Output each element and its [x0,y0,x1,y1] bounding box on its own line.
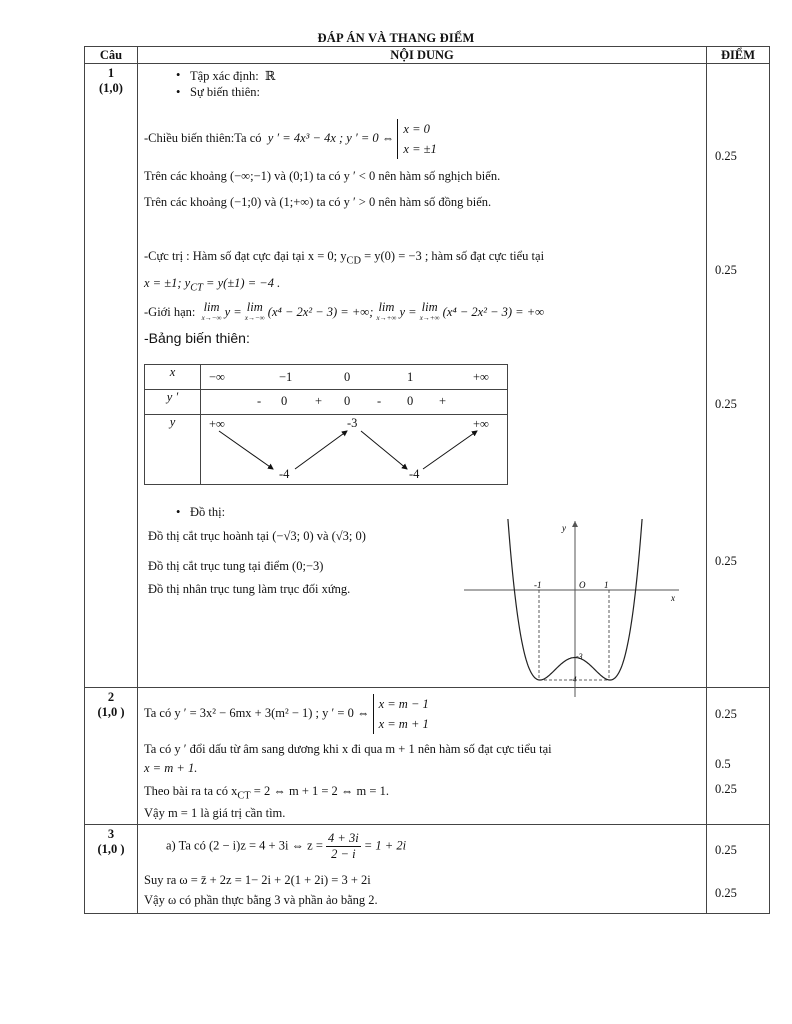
bbt-yp-1: 0 [281,394,288,408]
bbt-y-3: -4 [409,467,420,481]
header-row [85,47,770,64]
q2-line2: Ta có y ′ đổi dấu từ âm sang dương khi x đi qua m + 1 nên hàm số đạt cực tiểu tại [144,742,552,756]
page-title: ĐÁP ÁN VÀ THANG ĐIỂM [317,31,475,45]
q1-score-3: 0.25 [715,397,737,411]
q1-dothi-label: • Đồ thị: [190,505,225,520]
bbt-yp-3: 0 [344,394,351,408]
bbt-x-label: x [145,365,201,390]
answer-table [84,46,770,914]
q1-domain: • Tập xác định: ℝ [190,68,275,84]
q2-line3: x = m + 1. [144,761,198,775]
function-graph [464,519,684,704]
arrow-down-1 [219,431,273,469]
q3-no: 3 [107,827,115,841]
q1-score-4: 0.25 [715,554,737,568]
bbt-x-0: −∞ [209,370,225,384]
tick-neg1: -1 [534,580,542,590]
q2-line1: Ta có y ′ = 3x² − 6mx + 3(m² − 1) ; y ′ = 0 ⇔ x = m − 1 x = m + 1 [144,694,429,734]
q1-cuctri-line2: x = ±1; $y_{CT} = y(\pm 1) = -4$ . [144,276,281,294]
q1-dothi-line3: Đồ thị nhân trục tung làm trục đối xứng. [148,582,351,596]
header-noidung: NỘI DUNG [138,47,707,64]
q1-gioihan: -Giới hạn: lim x→−∞ y = lim x→−∞ (x⁴ − 2x² − 3) = +∞; lim x→+∞ y = lim x→+∞ (x⁴ − 2x² − 3) = +∞ [144,300,545,322]
bbt-x-4: +∞ [473,370,489,384]
q1-score-1: 0.25 [715,149,737,163]
bbt-arrows [201,415,507,485]
question-3-row [85,825,770,914]
bbt-y-1: -4 [279,467,290,481]
question-2-row [85,688,770,825]
bbt-y-0: +∞ [209,417,225,431]
bbt-x-2: 0 [344,370,351,384]
q2-score-1: 0.25 [715,707,737,721]
x-axis-label: x [671,593,675,603]
bbt-yp-4: - [377,394,382,408]
q2-score-3: 0.25 [715,782,737,796]
q1-cuctri-line1: -Cực trị : Hàm số đạt cực đại tại x = 0; $y_{CD} = y(0) = -3$ ; hàm số đạt cực tiểu tại [144,249,545,267]
q3-pts: (1,0 ) [97,842,125,856]
q3-score-1: 0.25 [715,843,737,857]
tick-1: 1 [604,580,609,590]
header-cau: Câu [85,47,138,64]
bbt-yp-6: + [439,394,447,408]
q1-variation: • Sự biến thiên: [190,85,260,100]
q1-pts: (1,0) [99,81,123,95]
q3-line2: Suy ra ω = z̄ + 2z = 1− 2i + 2(1 + 2i) = 3 + 2i [144,873,371,887]
q1-dothi-line1: Đồ thị cắt trục hoành tại (−√3; 0) và (√3; 0) [148,529,366,543]
y-axis-arrow [572,521,578,527]
bbt-y-4: +∞ [473,417,489,431]
q2-line5: Vậy m = 1 là giá trị cần tìm. [144,806,286,820]
q1-dothi-line2: Đồ thị cắt trục tung tại điểm (0;−3) [148,559,324,573]
q2-pts: (1,0 ) [97,705,125,719]
q1-incr-line: Trên các khoảng (−1;0) và (1;+∞) ta có y ′ > 0 nên hàm số đồng biến. [144,195,492,209]
bbt-y-2: -3 [347,416,358,430]
question-3-scores [707,825,770,914]
question-2-scores [707,688,770,825]
arrow-up-1 [295,431,347,469]
y-axis-label: y [562,523,566,533]
q1-score-2: 0.25 [715,263,737,277]
q1-decr-line: Trên các khoảng (−∞;−1) và (0;1) ta có y ′ < 0 nên hàm số nghịch biến. [144,169,501,183]
question-1-row [85,64,770,688]
bbt-x-3: 1 [407,370,414,384]
q1-chieu: -Chiều biến thiên:Ta có y ′ = 4x³ − 4x ; y ′ = 0 ⇔ x = 0 x = ±1 [144,119,437,159]
bbt-x-1: −1 [279,370,293,384]
question-2-content [138,688,707,825]
question-3-number [85,825,138,914]
question-1-content [138,64,707,688]
bbt-yp-2: + [315,394,323,408]
question-2-number [85,688,138,825]
bbt-yp-0: - [257,394,262,408]
q2-score-2: 0.5 [715,757,731,771]
bbt-y-label: y [145,415,201,485]
q3-line3: Vậy ω có phần thực bằng 3 và phần ảo bằng 2. [144,893,378,907]
arrow-up-2 [423,431,477,469]
q2-line4: Theo bài ra ta có $x_{CT} = 2$ ⇔ m + 1 = 2 ⇔ m = 1. [144,784,389,802]
q3-score-2: 0.25 [715,886,737,900]
q2-no: 2 [107,690,115,704]
origin-label: O [579,580,586,590]
value-neg4: -4 [570,675,577,684]
question-1-scores [707,64,770,688]
variation-table [144,364,508,485]
q1-no: 1 [107,66,115,80]
bbt-yp-5: 0 [407,394,414,408]
value-neg3: -3 [576,652,583,661]
q1-bbt-label: -Bảng biến thiên: [144,330,250,346]
header-diem: ĐIỂM [707,47,770,64]
q3-line1: a) Ta có (2 − i)z = 4 + 3i ⇔ z = $\frac{4 + 3i}{2 - i}$ = 1 + 2i [166,831,407,861]
bbt-yp-label: y ′ [145,390,201,415]
question-3-content [138,825,707,914]
arrow-down-2 [361,431,407,469]
question-1-number [85,64,138,688]
